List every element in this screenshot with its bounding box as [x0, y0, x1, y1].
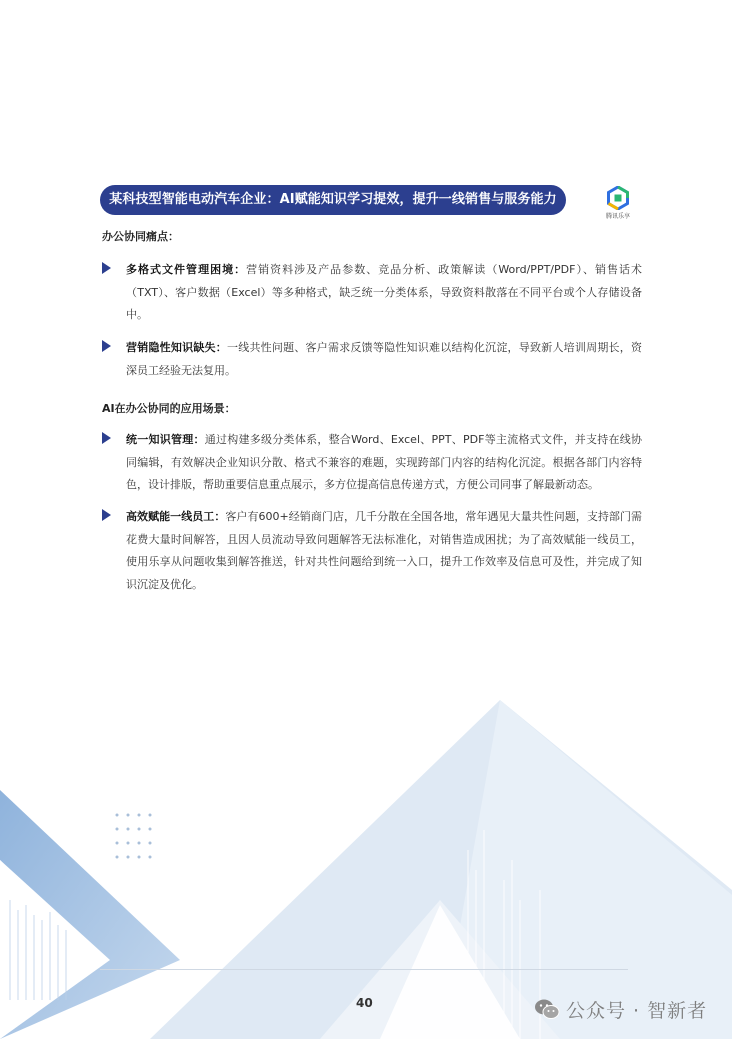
scenario-text — [126, 429, 642, 497]
scenarios-heading: AI在办公协同的应用场景： — [102, 402, 236, 415]
triangle-bullet-icon — [102, 262, 111, 274]
case-title-banner: 某科技型智能电动汽车企业：AI赋能知识学习提效，提升一线销售与服务能力 — [100, 185, 566, 215]
pain-point-body: 一线共性问题、客户需求反馈等隐性知识难以结构化沉淀，导致新人培训周期长，资深员工经验无法复用。 — [126, 341, 642, 377]
pain-point-body: 营销资料涉及产品参数、竞品分析、政策解读（Word/PPT/PDF）、销售话术（TXT）、客户数据（Excel）等多种格式，缺乏统一分类体系，导致资料散落在不同平台或个人存储设备中。 — [126, 263, 642, 321]
page-number: 40 — [356, 996, 373, 1010]
scenario-item — [102, 506, 642, 596]
wechat-icon — [534, 998, 560, 1020]
wechat-watermark — [534, 996, 707, 1022]
scenario-item — [102, 429, 642, 497]
pain-point-text — [126, 259, 642, 327]
triangle-bullet-icon — [102, 432, 111, 444]
tencent-lexiang-logo — [601, 186, 635, 220]
scenario-text — [126, 506, 642, 596]
scenario-title: 统一知识管理： — [126, 433, 205, 446]
watermark-text: 公众号 · 智新者 — [566, 999, 708, 1022]
logo-text: 腾讯乐享 — [605, 213, 630, 220]
triangle-bullet-icon — [102, 509, 111, 521]
triangle-bullet-icon — [102, 340, 111, 352]
pain-point-text — [126, 337, 642, 382]
pain-point-title: 营销隐性知识缺失： — [126, 341, 227, 354]
pain-point-title: 多格式文件管理困境： — [126, 263, 247, 276]
pain-point-item — [102, 259, 642, 327]
pain-points-heading: 办公协同痛点： — [102, 230, 179, 243]
footer-divider — [100, 969, 628, 970]
hexagon-logo-icon — [606, 186, 630, 210]
scenario-title: 高效赋能一线员工： — [126, 510, 226, 523]
scenario-body: 通过构建多级分类体系，整合Word、Excel、PPT、PDF等主流格式文件，并支持在线协同编辑，有效解决企业知识分散、格式不兼容的难题，实现跨部门内容的结构化沉淀。根据各部门内容特色，设计排版，帮助重要信息重点展示，多方位提高信息传递方式，方便公司同事了解最新动态。 — [126, 433, 642, 491]
pain-point-item — [102, 337, 642, 382]
scenario-body: 客户有600+经销商门店，几千分散在全国各地，常年遇见大量共性问题，支持部门需花费大量时间解答，且因人员流动导致问题解答无法标准化，对销售造成困扰；为了高效赋能一线员工，使用乐享从问题收集到解答推送，针对共性问题给到统一入口，提升工作效率及信息可及性，并完成了知识沉淀及优化。 — [126, 510, 643, 591]
